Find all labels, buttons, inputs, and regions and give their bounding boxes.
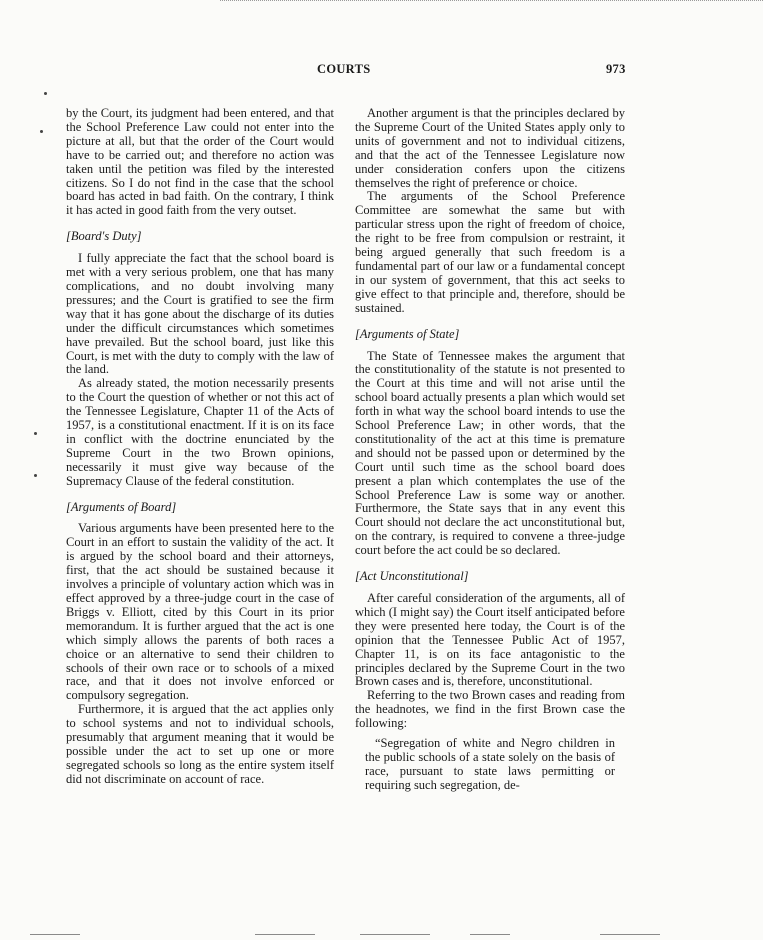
bottom-scan-rule [470, 934, 510, 935]
section-heading-arguments-of-board: [Arguments of Board] [66, 499, 177, 514]
paragraph: As already stated, the motion necessarily presents to the Court the question of whether or not this act of the Tennessee Legislature, Chapter 11 of the Acts of 1957, is a constitutional enactment. If it is on its face in conflict with the doctrine enunciated by the Supreme Court in the two Brown opinions, necessarily it must give way because of the Supremacy Clause of the federal constitution. [66, 376, 334, 488]
paragraph: Referring to the two Brown cases and reading from the headnotes, we find in the first Brown case the following: [355, 688, 625, 731]
paragraph: Furthermore, it is argued that the act applies only to school systems and not to individual schools, presumably that argument meaning that it would be possible under the act to set up one or more segregated schools so long as the entire system itself did not discriminate on account of race. [66, 702, 334, 786]
paragraph: The arguments of the School Preference Committee are somewhat the same but with particular stress upon the right of freedom of choice, the right to be free from compulsion or restraint, it being argued generally that such freedom is a fundamental part of our law or a fundamental concept in our system of government, that this act seeks to give effect to that principle and, therefore, should be sustained. [355, 189, 625, 315]
section-heading-arguments-of-state: [Arguments of State] [355, 326, 460, 341]
left-column [66, 107, 334, 787]
block-quote: “Segregation of white and Negro children in the public schools of a state solely on the basis of race, pursuant to state laws permitting or requiring such segregation, de- [365, 736, 615, 792]
margin-mark [34, 432, 37, 435]
paragraph: Another argument is that the principles declared by the Supreme Court of the United States apply only to units of government and not to individual citizens, and that the act of the Tennessee Legislature now under consideration confers upon the citizens themselves the right of preference or choice. [355, 106, 625, 190]
paragraph: I fully appreciate the fact that the school board is met with a very serious problem, one that has many complications, and no doubt involving many pressures; and the Court is gratified to see the firm way that it has gone about the discharge of its duties under the difficult circumstances which sometimes have prevailed. But the school board, just like this Court, is met with the duty to comply with the law of the land. [66, 251, 334, 377]
paragraph: by the Court, its judgment had been entered, and that the School Preference Law could not enter into the picture at all, but that the order of the Court would have to be carried out; and therefore no action was taken until the petition was filed by the interested citizens. So I do not find in the case that the school board has acted in bad faith. On the contrary, I think it has acted in good faith from the very outset. [66, 106, 334, 218]
page-header [0, 62, 763, 80]
section-heading-act-unconstitutional: [Act Unconstitutional] [355, 569, 469, 584]
paragraph: Various arguments have been presented here to the Court in an effort to sustain the validity of the act. It is argued by the school board and their attorneys, first, that the act should be sustained because it involves a principle of voluntary action which was in effect approved by a three-judge court in the case of Briggs v. Elliott, cited by this Court in its prior memorandum. It is further argued that the act is one which simply allows the parents of both races a choice or an alternative to send their children to schools of their own race or to schools of a mixed race, and that it does not involve enforced or compulsory segregation. [66, 521, 334, 703]
top-dotted-rule [220, 0, 763, 5]
margin-mark [40, 130, 43, 133]
section-heading-boards-duty: [Board's Duty] [66, 229, 142, 244]
paragraph: The State of Tennessee makes the argument that the constitutionality of the statute is not presented to the Court at this time and will not arise until the school board actually presents a plan which would set forth in what way the school board intends to use the School Preference Law; in other words, that the constitutionality of the act at this time is premature and should not be passed upon or determined by the Court until such time as the school board does present a plan which contemplates the use of the School Preference Law is some way or another. Furthermore, the State says that in any event this Court should not declare the act unconstitutional but, on the contrary, is required to convene a three-judge court before the act could be so declared. [355, 348, 625, 558]
margin-mark [34, 474, 37, 477]
right-column [355, 107, 625, 793]
bottom-scan-rule [255, 934, 315, 935]
bottom-scan-rule [600, 934, 660, 935]
running-head: COURTS [317, 62, 371, 76]
margin-mark [44, 92, 47, 95]
bottom-scan-rule [30, 934, 80, 935]
paragraph: After careful consideration of the arguments, all of which (I might say) the Court itself anticipated before they were presented here today, the Court is of the opinion that the Tennessee Public Act of 1957, Chapter 11, is on its face antagonistic to the principles declared by the Supreme Court in the two Brown cases and is, therefore, unconstitutional. [355, 591, 625, 689]
bottom-scan-rule [360, 934, 430, 935]
page-number: 973 [606, 62, 626, 76]
